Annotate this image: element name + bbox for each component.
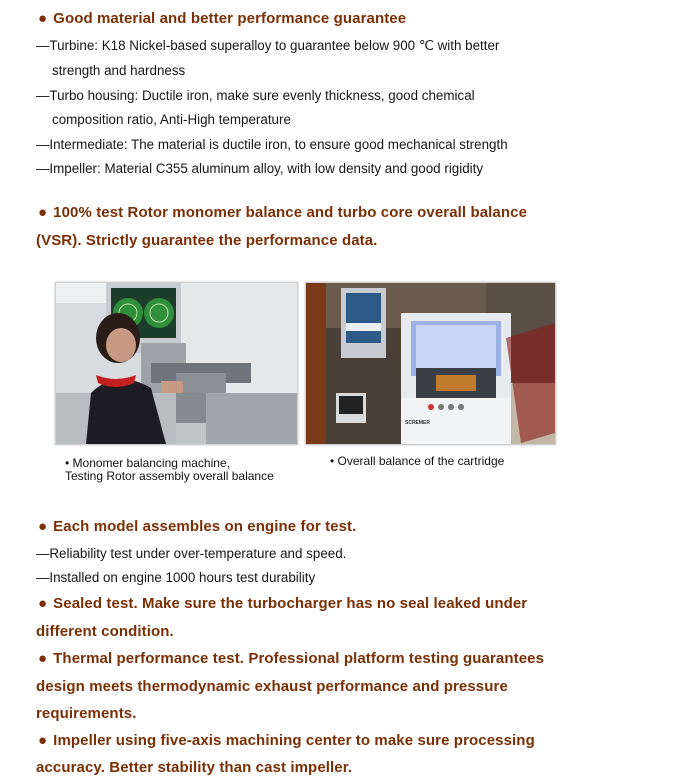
bullet-icon: ● bbox=[38, 732, 48, 749]
balancing-machine-illustration bbox=[56, 283, 297, 444]
overall-balance-illustration bbox=[306, 283, 555, 444]
intermediate-line: —Intermediate: The material is ductile iron, to ensure good mechanical strength bbox=[36, 137, 508, 152]
right-photo-caption: • Overall balance of the cartridge bbox=[330, 454, 505, 468]
impeller-line: —Impeller: Material C355 aluminum alloy, with low density and good rigidity bbox=[36, 161, 484, 176]
bullet-icon: ● bbox=[38, 650, 48, 667]
bullet-icon: ● bbox=[38, 518, 48, 535]
bullet-icon: ● bbox=[38, 10, 48, 27]
housing-line-cont: composition ratio, Anti-High temperature bbox=[52, 112, 291, 127]
turbine-line: —Turbine: K18 Nickel-based superalloy to guarantee below 900 ℃ with better bbox=[36, 38, 500, 53]
turbine-line-cont: strength and hardness bbox=[52, 63, 186, 78]
bullet-icon: ● bbox=[38, 595, 48, 612]
section4-heading: ● Sealed test. Make sure the turbocharger has no seal leaked under bbox=[38, 595, 528, 612]
section5-heading-cont2: requirements. bbox=[36, 705, 137, 722]
housing-line: —Turbo housing: Ductile iron, make sure evenly thickness, good chemical bbox=[36, 88, 475, 103]
section6-heading-cont: accuracy. Better stability than cast impeller. bbox=[36, 759, 353, 776]
section1-heading: ● Good material and better performance guarantee bbox=[38, 10, 407, 27]
left-photo-caption: • Monomer balancing machine， bbox=[65, 456, 239, 470]
section2-heading: ● 100% test Rotor monomer balance and turbo core overall balance bbox=[38, 204, 528, 221]
section5-heading: ● Thermal performance test. Professional platform testing guarantees bbox=[38, 650, 545, 667]
section6-heading: ● Impeller using five-axis machining center to make sure processing bbox=[38, 732, 535, 749]
section3-heading: ● Each model assembles on engine for test. bbox=[38, 518, 357, 535]
left-photo-caption-cont: Testing Rotor assembly overall balance bbox=[65, 469, 274, 483]
bullet-icon: ● bbox=[38, 204, 48, 221]
section4-heading-cont: different condition. bbox=[36, 623, 174, 640]
durability-line: —Installed on engine 1000 hours test durability bbox=[36, 570, 316, 585]
section2-heading-cont: (VSR). Strictly guarantee the performance data. bbox=[36, 232, 378, 249]
reliability-line: —Reliability test under over-temperature and speed. bbox=[36, 546, 347, 561]
section5-heading-cont: design meets thermodynamic exhaust performance and pressure bbox=[36, 678, 508, 695]
machine-brand-label: SCREMER bbox=[405, 420, 431, 426]
overall-balance-photo bbox=[305, 282, 556, 445]
balancing-machine-photo bbox=[55, 282, 298, 445]
